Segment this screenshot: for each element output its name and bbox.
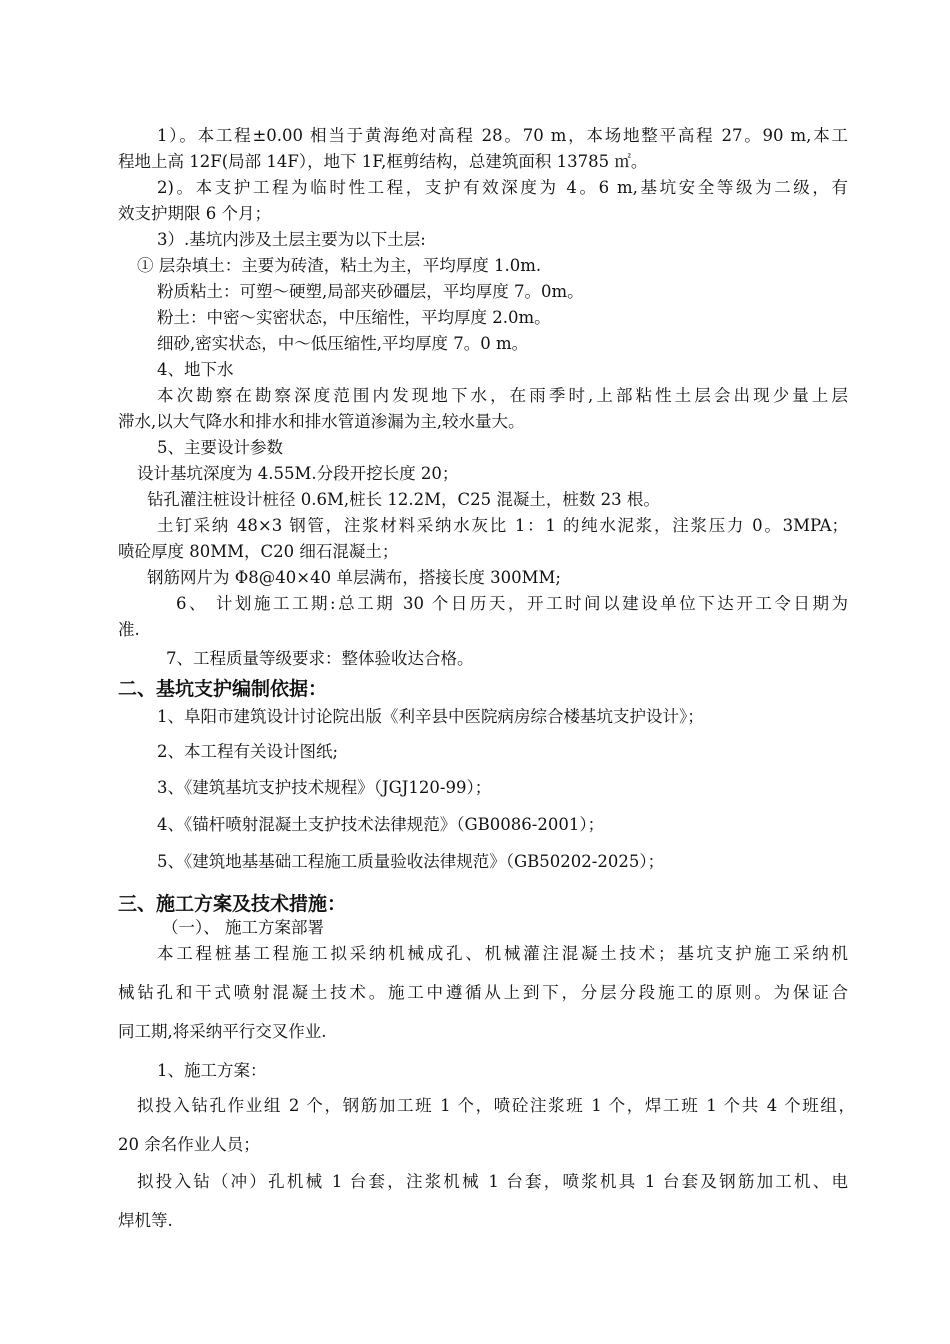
overview-para-1-line-2: 程地上高 12F(局部 14F），地下 1F,框剪结构，总建筑面积 13785 ㎡。	[118, 152, 648, 171]
plan-title: 1、施工方案：	[157, 1061, 267, 1080]
design-params-title: 5、主要设计参数	[157, 438, 283, 457]
groundwater-line-1: 本次勘察在勘察深度范围内发现地下水，在雨季时,上部粘性土层会出现少量上层	[157, 386, 848, 405]
schedule-line-2: 准.	[118, 620, 140, 639]
quality-requirement: 7、工程质量等级要求：整体验收达合格。	[166, 649, 474, 668]
deployment-para-line-2: 械钻孔和干式喷射混凝土技术。施工中遵循从上到下，分层分段施工的原则。为保证合	[118, 983, 848, 1002]
deployment-subtitle: （一）、 施工方案部署	[162, 918, 324, 937]
basis-item-4: 4、《锚杆喷射混凝土支护技术法律规范》（GB0086-2001）；	[157, 815, 605, 834]
soil-layer-3: 粉土：中密～实密状态，中压缩性，平均厚度 2.0m。	[157, 308, 551, 327]
deployment-para-line-3: 同工期,将采纳平行交叉作业.	[118, 1022, 327, 1041]
basis-item-5: 5、《建筑地基基础工程施工质量验收法律规范》（GB50202-2025）；	[157, 852, 665, 871]
soil-layer-1: ① 层杂填土：主要为砖渣，粘土为主，平均厚度 1.0m.	[137, 256, 542, 275]
groundwater-line-2: 滞水,以大气降水和排水和排水管道渗漏为主,较水量大。	[118, 412, 525, 431]
overview-para-2-line-2: 效支护期限 6 个月；	[118, 204, 271, 223]
design-param-mesh: 钢筋网片为 Φ8@40×40 单层满布，搭接长度 300MM;	[147, 568, 561, 587]
overview-para-1-line-1: 1）。本工程±0.00 相当于黄海绝对高程 28。70 m，本场地整平高程 27。90 m,本工	[157, 126, 848, 145]
section-2-heading: 二、基坑支护编制依据：	[118, 678, 328, 700]
schedule-line-1: 6、 计划施工工期:总工期 30 个日历天，开工时间以建设单位下达开工令日期为	[176, 594, 848, 613]
design-param-soil-nail-line-1: 土钉采纳 48×3 钢管，注浆材料采纳水灰比 1：1 的纯水泥浆，注浆压力 0。3MPA；	[157, 516, 848, 535]
basis-item-3: 3、《建筑基坑支护技术规程》（JGJ120-99）；	[157, 778, 492, 797]
deployment-para-line-1: 本工程桩基工程施工拟采纳机械成孔、机械灌注混凝土技术；基坑支护施工采纳机	[157, 944, 848, 963]
section-3-heading: 三、施工方案及技术措施：	[118, 893, 347, 915]
basis-item-1: 1、阜阳市建筑设计讨论院出版《利辛县中医院病房综合楼基坑支护设计》；	[157, 707, 704, 726]
soil-layer-2: 粉质粘土：可塑～硬塑,局部夹砂礓层，平均厚度 7。0m。	[157, 282, 584, 301]
design-param-pile: 钻孔灌注桩设计桩径 0.6M,桩长 12.2M，C25 混凝土，桩数 23 根。	[147, 490, 660, 509]
crew-line-2: 20 余名作业人员；	[118, 1135, 260, 1154]
overview-para-2-line-1: 2)。本支护工程为临时性工程，支护有效深度为 4。6 m,基坑安全等级为二级，有	[157, 178, 848, 197]
soil-layer-4: 细砂,密实状态，中～低压缩性,平均厚度 7。0 m。	[157, 334, 529, 353]
crew-line-1: 拟投入钻孔作业组 2 个，钢筋加工班 1 个，喷砼注浆班 1 个，焊工班 1 个共 4 个班组，	[137, 1096, 855, 1115]
groundwater-title: 4、地下水	[157, 360, 234, 379]
design-param-soil-nail-line-2: 喷砼厚度 80MM，C20 细石混凝土；	[118, 542, 399, 561]
design-param-depth: 设计基坑深度为 4.55M.分段开挖长度 20；	[137, 464, 459, 483]
machinery-line-1: 拟投入钻（冲）孔机械 1 台套，注浆机械 1 台套，喷浆机具 1 台套及钢筋加工机、电	[137, 1172, 848, 1191]
soil-intro: 3）.基坑内涉及土层主要为以下土层:	[157, 230, 426, 249]
basis-item-2: 2、本工程有关设计图纸;	[157, 742, 339, 761]
machinery-line-2: 焊机等.	[118, 1211, 173, 1230]
